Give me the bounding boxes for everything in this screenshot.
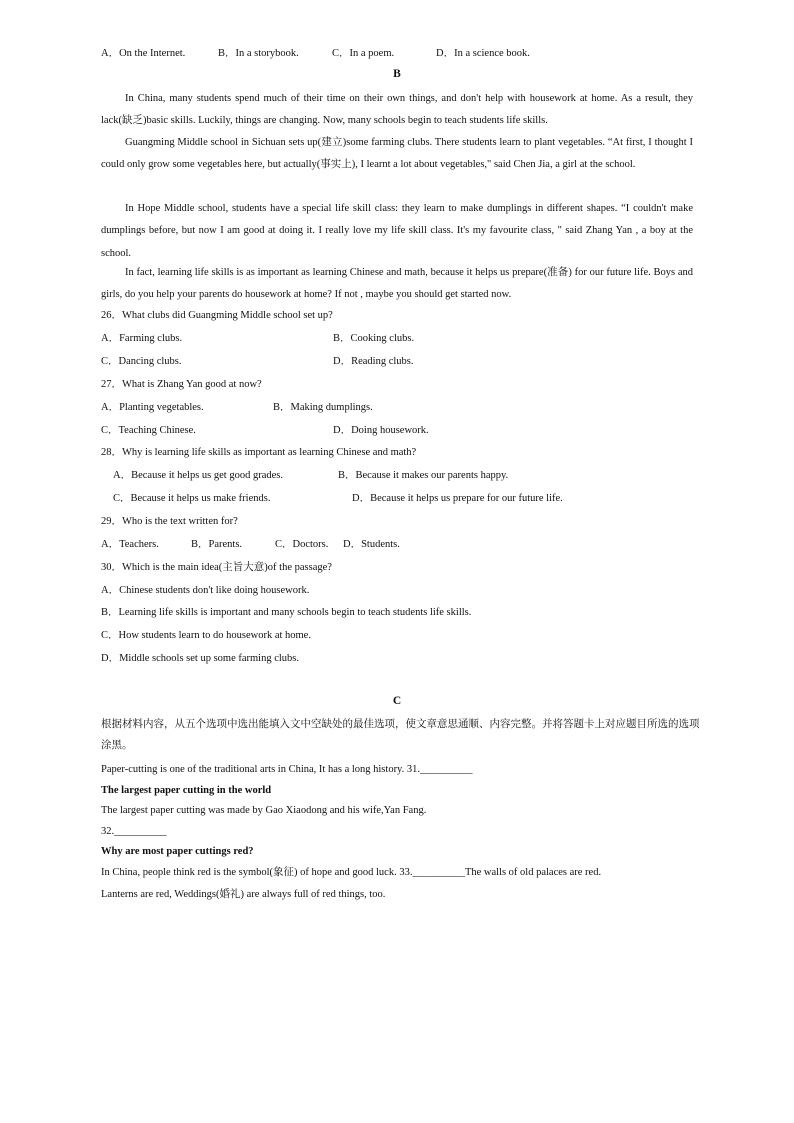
q27-option-c: C．Teaching Chinese. [101,425,196,436]
q28-option-c: C．Because it helps us make friends. [113,493,271,504]
q26-stem: 26．What clubs did Guangming Middle school set up? [101,310,333,321]
q28-option-d: D．Because it helps us prepare for our future life. [352,493,563,504]
q26-option-c: C．Dancing clubs. [101,356,182,367]
q30-option-b: B．Learning life skills is important and many schools begin to teach students life skills. [101,607,472,618]
passage-c-intro: Paper-cutting is one of the traditional arts in China, It has a long history. 31.__________ [101,764,473,775]
q25-option-a: A．On the Internet. [101,48,186,59]
q28-stem: 28．Why is learning life skills as important as learning Chinese and math? [101,447,417,458]
passage-c-heading-1: The largest paper cutting in the world [101,785,272,796]
q27-stem: 27．What is Zhang Yan good at now? [101,379,262,390]
q29-option-b: B．Parents. [191,539,243,550]
passage-b-paragraph-1: In China, many students spend much of their time on their own things, and don't help with housework at home. As a result, they lack(缺乏)basic skills. Luckily, things are changing. Now, many schools begin to teach students life skills. [101,93,693,127]
q28-option-a: A．Because it helps us get good grades. [113,470,284,481]
q26-option-a: A．Farming clubs. [101,333,183,344]
q27-option-a: A．Planting vegetables. [101,402,204,413]
q26-option-d: D．Reading clubs. [333,356,414,367]
q30-option-c: C．How students learn to do housework at home. [101,630,311,641]
passage-c-text-1: The largest paper cutting was made by Gao Xiaodong and his wife,Yan Fang. [101,805,427,816]
q27-option-d: D．Doing housework. [333,425,429,436]
section-c-instruction: 根据材料内容，从五个选项中选出能填入文中空缺处的最佳选项，使文章意思通顺、内容完整。并将答题卡上对应题目所选的选项涂黑。 [101,718,700,751]
q25-option-c: C．In a poem. [332,48,395,59]
passage-b-paragraph-3: In Hope Middle school, students have a special life skill class: they learn to make dumplings in different shapes. “I couldn't make dumplings before, but now I am good at doing it. I really love my life skill class. It's my favourite class, " said Zhang Yan , a boy at the school. [101,203,693,259]
q26-option-b: B．Cooking clubs. [333,333,415,344]
q28-option-b: B．Because it makes our parents happy. [338,470,509,481]
q25-option-b: B．In a storybook. [218,48,299,59]
q27-option-b: B．Making dumplings. [273,402,373,413]
passage-c-text-2a: In China, people think red is the symbol(象征) of hope and good luck. 33.__________The walls of old palaces are red. [101,867,602,878]
passage-b-paragraph-2: Guangming Middle school in Sichuan sets up(建立)some farming clubs. There students learn to plant vegetables. “At first, I thought I could only grow some vegetables here, but actually(事实上), I learnt a lot about vegetables," said Chen Jia, a girl at the school. [101,137,693,171]
passage-c-text-2b: Lanterns are red, Weddings(婚礼) are always full of red things, too. [101,889,386,900]
q29-option-d: D．Students. [343,539,400,550]
q29-stem: 29．Who is the text written for? [101,516,238,527]
q30-stem: 30．Which is the main idea(主旨大意)of the passage? [101,562,332,573]
q29-option-c: C．Doctors. [275,539,329,550]
section-c-label: C [392,695,402,707]
q25-option-d: D．In a science book. [436,48,530,59]
passage-b-paragraph-4: In fact, learning life skills is as important as learning Chinese and math, because it helps us prepare(准备) for our future life. Boys and girls, do you help your parents do housework at home? If not , maybe you should get started now. [101,267,693,301]
passage-c-heading-2: Why are most paper cuttings red? [101,846,254,857]
q29-option-a: A．Teachers. [101,539,159,550]
q30-option-a: A．Chinese students don't like doing housework. [101,585,310,596]
q30-option-d: D．Middle schools set up some farming clubs. [101,653,300,664]
section-b-label: B [393,68,401,80]
passage-c-blank-32: 32.__________ [101,826,167,837]
